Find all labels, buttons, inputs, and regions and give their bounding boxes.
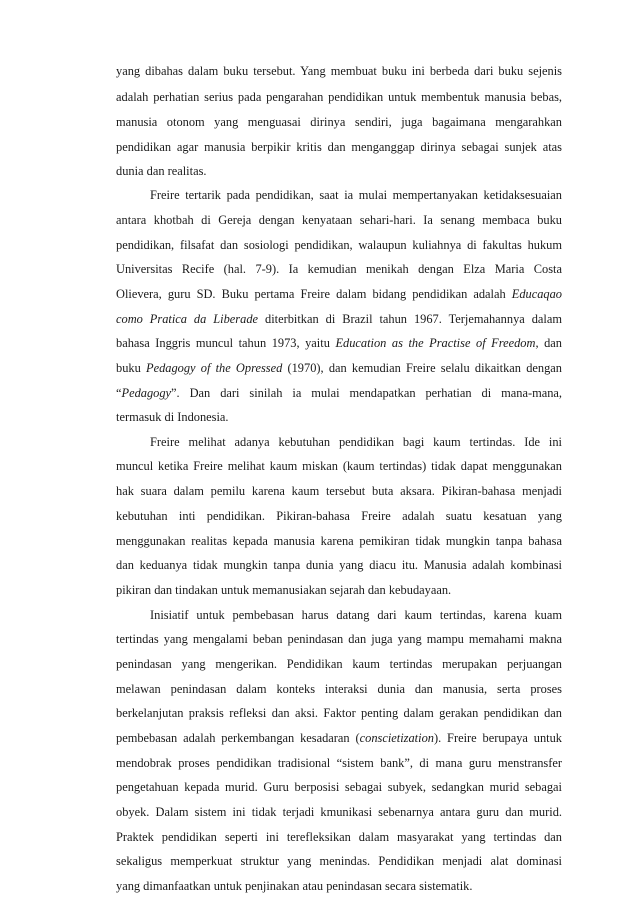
text-segment: obyek. Dalam sistem ini tidak terjadi kmunikasi sebenarnya antara guru dan murid. <box>116 805 562 819</box>
text-segment: pendidikan agar manusia berpikir kritis dan menganggap dirinya sebagai sunjek atas <box>116 140 562 154</box>
text-segment: hak suara dalam pemilu karena kaum tersebut buta aksara. Pikiran-bahasa menjadi <box>116 484 562 498</box>
text-line <box>150 607 562 623</box>
text-segment: menggunakan realitas kepada manusia karena pemikiran tidak mungkin tanpa bahasa <box>116 534 562 548</box>
text-line <box>116 237 562 253</box>
text-segment: penindasan yang mengerikan. Pendidikan kaum tertindas merupakan perjuangan <box>116 657 562 671</box>
text-segment: “ <box>116 386 122 400</box>
text-segment: yang dimanfaatkan untuk penjinakan atau penindasan secara sistematik. <box>116 879 473 893</box>
text-segment: Praktek pendidikan seperti ini terefleksikan dalam masyarakat yang tertindas dan <box>116 830 562 844</box>
text-line <box>116 853 562 869</box>
text-line <box>116 755 562 771</box>
text-segment: termasuk di Indonesia. <box>116 410 229 424</box>
text-segment: bahasa Inggris muncul tahun 1973, yaitu <box>116 336 336 350</box>
text-segment: mendobrak proses pendidikan tradisional “sistem bank”, di mana guru menstransfer <box>116 756 562 770</box>
text-line <box>116 705 562 721</box>
text-segment: pendidikan, filsafat dan sosiologi pendidikan, walaupun kuliahnya di fakultas hukum <box>116 238 562 252</box>
text-segment: Freire tertarik pada pendidikan, saat ia mulai mempertanyakan ketidaksesuaian <box>150 188 562 202</box>
text-line <box>116 829 562 845</box>
text-line <box>116 261 562 277</box>
text-segment: pembebasan adalah perkembangan kesadaran ( <box>116 731 360 745</box>
text-segment: Universitas Recife (hal. 7-9). Ia kemudian menikah dengan Elza Maria Costa <box>116 262 562 276</box>
text-segment: (1970), dan kemudian Freire selalu dikaitkan dengan <box>282 361 562 375</box>
text-segment: Olievera, guru SD. Buku pertama Freire dalam bidang pendidikan adalah <box>116 287 512 301</box>
text-line <box>116 385 562 401</box>
text-line <box>116 582 562 598</box>
text-line <box>116 335 562 351</box>
text-line <box>116 878 562 894</box>
text-segment: kebutuhan inti pendidikan. Pikiran-bahasa Freire adalah suatu kesatuan yang <box>116 509 562 523</box>
text-segment: Freire melihat adanya kebutuhan pendidikan bagi kaum tertindas. Ide ini <box>150 435 562 449</box>
italic-text: como Pratica da Liberade <box>116 312 259 326</box>
text-line <box>116 483 562 499</box>
text-line <box>116 89 562 105</box>
text-segment: berkelanjutan praksis refleksi dan aksi. Faktor penting dalam gerakan pendidikan dan <box>116 706 562 720</box>
text-line <box>116 557 562 573</box>
text-line <box>116 730 562 746</box>
text-segment: dan <box>538 336 562 350</box>
text-line <box>116 212 562 228</box>
italic-text: Pedagogy of the Opressed <box>146 361 283 375</box>
text-segment: Inisiatif untuk pembebasan harus datang dari kaum tertindas, karena kuam <box>150 608 562 622</box>
text-line <box>116 360 562 376</box>
text-line <box>116 656 562 672</box>
text-segment: muncul ketika Freire melihat kaum miskan (kaum tertindas) tidak dapat menggunakan <box>116 459 562 473</box>
italic-text: Education as the Practise of Freedom, <box>335 336 539 350</box>
text-line <box>116 631 562 647</box>
text-segment: dunia dan realitas. <box>116 164 207 178</box>
text-segment: buku <box>116 361 146 375</box>
text-segment: sekaligus memperkuat struktur yang menindas. Pendidikan menjadi alat dominasi <box>116 854 562 868</box>
text-segment: diterbitkan di Brazil tahun 1967. Terjemahannya dalam <box>258 312 562 326</box>
text-line <box>116 779 562 795</box>
italic-text: Educaqao <box>511 287 562 301</box>
text-segment: pikiran dan tindakan untuk memanusiakan sejarah dan kebudayaan. <box>116 583 452 597</box>
text-segment: tertindas yang mengalami beban penindasan dan juga yang mampu memahami makna <box>116 632 562 646</box>
text-line <box>116 163 562 179</box>
text-line <box>116 63 562 79</box>
text-line <box>116 409 562 425</box>
text-line <box>116 681 562 697</box>
italic-text: Pedagogy <box>121 386 172 400</box>
italic-text: conscietization <box>359 731 434 745</box>
text-line <box>116 804 562 820</box>
text-segment: melawan penindasan dalam konteks interaksi dunia dan manusia, serta proses <box>116 682 562 696</box>
text-segment: antara khotbah di Gereja dengan kenyataan sehari-hari. Ia senang membaca buku <box>116 213 562 227</box>
text-segment: yang dibahas dalam buku tersebut. Yang membuat buku ini berbeda dari buku sejenis <box>116 64 562 78</box>
text-segment: ”. Dan dari sinilah ia mulai mendapatkan perhatian di mana-mana, <box>171 386 562 400</box>
text-segment: ). Freire berupaya untuk <box>433 731 562 745</box>
text-line <box>150 187 562 203</box>
text-segment: adalah perhatian serius pada pengarahan pendidikan untuk membentuk manusia bebas, <box>116 90 562 104</box>
text-segment: pengetahuan kepada murid. Guru berposisi sebagai subyek, sedangkan murid sebagai <box>116 780 562 794</box>
text-line <box>116 311 562 327</box>
text-line <box>116 286 562 302</box>
text-line <box>116 533 562 549</box>
text-line <box>116 508 562 524</box>
text-line <box>116 114 562 130</box>
text-line <box>116 458 562 474</box>
text-segment: manusia otonom yang menguasai dirinya sendiri, juga bagaimana mengarahkan <box>116 115 562 129</box>
text-line <box>116 139 562 155</box>
text-line <box>150 434 562 450</box>
text-segment: dan keduanya tidak mungkin tanpa dunia yang diacu itu. Manusia adalah kombinasi <box>116 558 562 572</box>
